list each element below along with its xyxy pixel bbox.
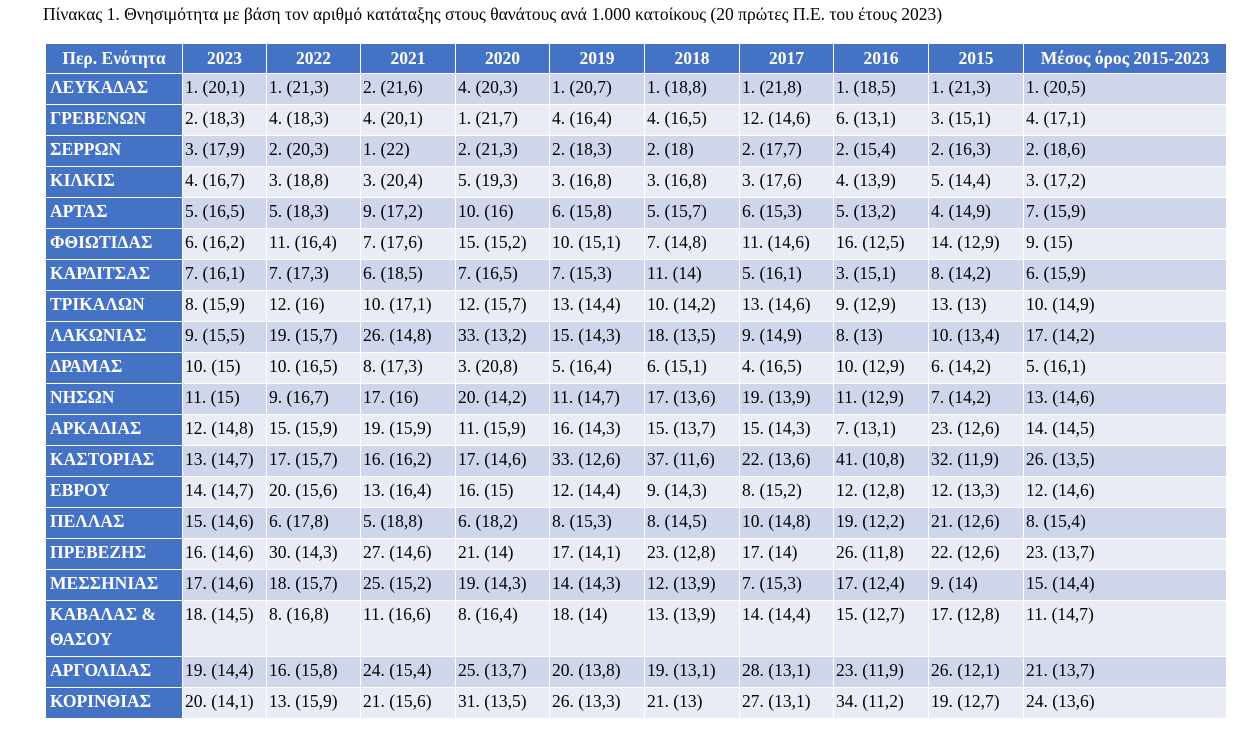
- rank-cell: 10. (14,8): [740, 508, 834, 539]
- rank-cell: 15. (15,9): [267, 415, 361, 446]
- rank-cell: 9. (14,3): [645, 477, 740, 508]
- rank-cell: 3. (16,8): [645, 167, 740, 198]
- rank-cell: 15. (15,2): [456, 229, 550, 260]
- rank-cell: 5. (14,4): [929, 167, 1024, 198]
- rank-cell: 18. (15,7): [267, 570, 361, 601]
- rank-cell: 3. (17,9): [183, 136, 267, 167]
- rank-cell: 16. (14,6): [183, 539, 267, 570]
- row-region-name: ΛΕΥΚΑΔΑΣ: [46, 74, 183, 105]
- rank-cell: 6. (13,1): [834, 105, 929, 136]
- rank-cell: 10. (13,4): [929, 322, 1024, 353]
- rank-cell: 16. (14,3): [550, 415, 645, 446]
- rank-cell: 17. (12,4): [834, 570, 929, 601]
- rank-cell: 8. (15,4): [1024, 508, 1227, 539]
- rank-cell: 7. (15,9): [1024, 198, 1227, 229]
- rank-cell: 2. (18,6): [1024, 136, 1227, 167]
- row-region-name: ΕΒΡΟΥ: [46, 477, 183, 508]
- rank-cell: 1. (21,3): [929, 74, 1024, 105]
- rank-cell: 4. (14,9): [929, 198, 1024, 229]
- rank-cell: 4. (16,4): [550, 105, 645, 136]
- rank-cell: 1. (18,8): [645, 74, 740, 105]
- rank-cell: 15. (14,4): [1024, 570, 1227, 601]
- rank-cell: 7. (14,8): [645, 229, 740, 260]
- row-region-name: ΓΡΕΒΕΝΩΝ: [46, 105, 183, 136]
- rank-cell: 21. (15,6): [361, 688, 456, 719]
- rank-cell: 10. (14,2): [645, 291, 740, 322]
- rank-cell: 1. (22): [361, 136, 456, 167]
- row-region-name: ΣΕΡΡΩΝ: [46, 136, 183, 167]
- rank-cell: 13. (14,6): [740, 291, 834, 322]
- rank-cell: 12. (13,3): [929, 477, 1024, 508]
- rank-cell: 6. (15,9): [1024, 260, 1227, 291]
- table-header-row: [46, 44, 1227, 74]
- rank-cell: 17. (14,6): [456, 446, 550, 477]
- rank-cell: 17. (12,8): [929, 601, 1024, 657]
- rank-cell: 14. (14,7): [183, 477, 267, 508]
- rank-cell: 11. (14,7): [550, 384, 645, 415]
- table-row: [46, 477, 1227, 508]
- table-row: [46, 446, 1227, 477]
- row-region-name: ΚΑΣΤΟΡΙΑΣ: [46, 446, 183, 477]
- rank-cell: 7. (15,3): [740, 570, 834, 601]
- rank-cell: 20. (13,8): [550, 657, 645, 688]
- row-region-name: ΛΑΚΩΝΙΑΣ: [46, 322, 183, 353]
- table-row: [46, 198, 1227, 229]
- rank-cell: 12. (14,6): [740, 105, 834, 136]
- rank-cell: 20. (14,2): [456, 384, 550, 415]
- rank-cell: 8. (15,3): [550, 508, 645, 539]
- rank-cell: 18. (14): [550, 601, 645, 657]
- rank-cell: 12. (15,7): [456, 291, 550, 322]
- rank-cell: 9. (15): [1024, 229, 1227, 260]
- row-region-name: ΠΕΛΛΑΣ: [46, 508, 183, 539]
- rank-cell: 21. (14): [456, 539, 550, 570]
- rank-cell: 24. (15,4): [361, 657, 456, 688]
- rank-cell: 26. (11,8): [834, 539, 929, 570]
- rank-cell: 14. (14,3): [550, 570, 645, 601]
- rank-cell: 15. (14,3): [550, 322, 645, 353]
- rank-cell: 19. (13,9): [740, 384, 834, 415]
- rank-cell: 15. (13,7): [645, 415, 740, 446]
- table-row: [46, 260, 1227, 291]
- rank-cell: 9. (15,5): [183, 322, 267, 353]
- rank-cell: 8. (15,2): [740, 477, 834, 508]
- table-row: [46, 384, 1227, 415]
- row-region-name: ΚΟΡΙΝΘΙΑΣ: [46, 688, 183, 719]
- rank-cell: 17. (13,6): [645, 384, 740, 415]
- rank-cell: 7. (16,1): [183, 260, 267, 291]
- column-header: 2016: [834, 44, 929, 74]
- rank-cell: 9. (14): [929, 570, 1024, 601]
- rank-cell: 12. (14,8): [183, 415, 267, 446]
- rank-cell: 8. (14,5): [645, 508, 740, 539]
- rank-cell: 25. (13,7): [456, 657, 550, 688]
- mortality-rank-table: [45, 43, 1227, 719]
- rank-cell: 25. (15,2): [361, 570, 456, 601]
- rank-cell: 17. (14): [740, 539, 834, 570]
- rank-cell: 17. (14,1): [550, 539, 645, 570]
- row-region-name: ΜΕΣΣΗΝΙΑΣ: [46, 570, 183, 601]
- rank-cell: 27. (13,1): [740, 688, 834, 719]
- rank-cell: 2. (18,3): [550, 136, 645, 167]
- rank-cell: 7. (13,1): [834, 415, 929, 446]
- table-row: [46, 415, 1227, 446]
- table-row: [46, 136, 1227, 167]
- rank-cell: 23. (12,6): [929, 415, 1024, 446]
- rank-cell: 10. (17,1): [361, 291, 456, 322]
- rank-cell: 5. (16,1): [740, 260, 834, 291]
- rank-cell: 2. (18): [645, 136, 740, 167]
- column-header: 2020: [456, 44, 550, 74]
- rank-cell: 5. (16,5): [183, 198, 267, 229]
- column-header: 2019: [550, 44, 645, 74]
- rank-cell: 31. (13,5): [456, 688, 550, 719]
- row-region-name: ΝΗΣΩΝ: [46, 384, 183, 415]
- rank-cell: 20. (15,6): [267, 477, 361, 508]
- rank-cell: 37. (11,6): [645, 446, 740, 477]
- row-region-name: ΑΡΓΟΛΙΔΑΣ: [46, 657, 183, 688]
- rank-cell: 3. (16,8): [550, 167, 645, 198]
- rank-cell: 23. (11,9): [834, 657, 929, 688]
- rank-cell: 1. (20,5): [1024, 74, 1227, 105]
- rank-cell: 9. (17,2): [361, 198, 456, 229]
- rank-cell: 15. (14,3): [740, 415, 834, 446]
- rank-cell: 9. (16,7): [267, 384, 361, 415]
- table-row: [46, 539, 1227, 570]
- table-row: [46, 688, 1227, 719]
- column-header: 2015: [929, 44, 1024, 74]
- column-header: 2018: [645, 44, 740, 74]
- rank-cell: 9. (12,9): [834, 291, 929, 322]
- rank-cell: 1. (21,7): [456, 105, 550, 136]
- rank-cell: 1. (21,3): [267, 74, 361, 105]
- column-header: 2021: [361, 44, 456, 74]
- rank-cell: 12. (13,9): [645, 570, 740, 601]
- rank-cell: 7. (15,3): [550, 260, 645, 291]
- row-region-name: ΚΑΡΔΙΤΣΑΣ: [46, 260, 183, 291]
- rank-cell: 16. (15,8): [267, 657, 361, 688]
- rank-cell: 28. (13,1): [740, 657, 834, 688]
- rank-cell: 15. (12,7): [834, 601, 929, 657]
- rank-cell: 12. (12,8): [834, 477, 929, 508]
- table-row: [46, 105, 1227, 136]
- rank-cell: 7. (17,6): [361, 229, 456, 260]
- rank-cell: 2. (21,6): [361, 74, 456, 105]
- table-caption: Πίνακας 1. Θνησιμότητα με βάση τον αριθμό κατάταξης στους θανάτους ανά 1.000 κατοίκους (20 πρώτες Π.Ε. του έτους 2023): [43, 4, 943, 24]
- rank-cell: 4. (18,3): [267, 105, 361, 136]
- rank-cell: 11. (15,9): [456, 415, 550, 446]
- table-row: [46, 167, 1227, 198]
- rank-cell: 5. (15,7): [645, 198, 740, 229]
- rank-cell: 3. (20,8): [456, 353, 550, 384]
- rank-cell: 2. (17,7): [740, 136, 834, 167]
- rank-cell: 19. (12,7): [929, 688, 1024, 719]
- rank-cell: 12. (16): [267, 291, 361, 322]
- rank-cell: 30. (14,3): [267, 539, 361, 570]
- rank-cell: 22. (13,6): [740, 446, 834, 477]
- rank-cell: 11. (14): [645, 260, 740, 291]
- rank-cell: 14. (12,9): [929, 229, 1024, 260]
- rank-cell: 19. (14,3): [456, 570, 550, 601]
- rank-cell: 13. (13): [929, 291, 1024, 322]
- rank-cell: 4. (13,9): [834, 167, 929, 198]
- rank-cell: 10. (15): [183, 353, 267, 384]
- table-row: [46, 601, 1227, 657]
- rank-cell: 7. (16,5): [456, 260, 550, 291]
- rank-cell: 26. (14,8): [361, 322, 456, 353]
- row-region-name: ΠΡΕΒΕΖΗΣ: [46, 539, 183, 570]
- row-region-name: ΑΡΤΑΣ: [46, 198, 183, 229]
- rank-cell: 4. (20,1): [361, 105, 456, 136]
- rank-cell: 4. (17,1): [1024, 105, 1227, 136]
- rank-cell: 26. (13,5): [1024, 446, 1227, 477]
- rank-cell: 16. (15): [456, 477, 550, 508]
- rank-cell: 5. (13,2): [834, 198, 929, 229]
- table-row: [46, 74, 1227, 105]
- row-region-name: ΚΑΒΑΛΑΣ & ΘΑΣΟΥ: [46, 601, 183, 657]
- rank-cell: 22. (12,6): [929, 539, 1024, 570]
- rank-cell: 21. (13,7): [1024, 657, 1227, 688]
- rank-cell: 4. (20,3): [456, 74, 550, 105]
- column-header-region: Περ. Ενότητα: [46, 44, 183, 74]
- rank-cell: 11. (14,6): [740, 229, 834, 260]
- rank-cell: 10. (12,9): [834, 353, 929, 384]
- rank-cell: 19. (14,4): [183, 657, 267, 688]
- table-body: [46, 74, 1227, 719]
- rank-cell: 15. (14,6): [183, 508, 267, 539]
- table-row: [46, 508, 1227, 539]
- rank-cell: 8. (15,9): [183, 291, 267, 322]
- rank-cell: 11. (16,4): [267, 229, 361, 260]
- column-header: Μέσος όρος 2015-2023: [1024, 44, 1227, 74]
- rank-cell: 19. (15,9): [361, 415, 456, 446]
- rank-cell: 11. (16,6): [361, 601, 456, 657]
- rank-cell: 10. (14,9): [1024, 291, 1227, 322]
- rank-cell: 23. (13,7): [1024, 539, 1227, 570]
- rank-cell: 13. (15,9): [267, 688, 361, 719]
- row-region-name: ΔΡΑΜΑΣ: [46, 353, 183, 384]
- rank-cell: 3. (15,1): [834, 260, 929, 291]
- rank-cell: 8. (14,2): [929, 260, 1024, 291]
- rank-cell: 13. (13,9): [645, 601, 740, 657]
- rank-cell: 6. (15,1): [645, 353, 740, 384]
- rank-cell: 3. (20,4): [361, 167, 456, 198]
- rank-cell: 10. (16,5): [267, 353, 361, 384]
- rank-cell: 7. (17,3): [267, 260, 361, 291]
- rank-cell: 8. (16,4): [456, 601, 550, 657]
- rank-cell: 13. (14,6): [1024, 384, 1227, 415]
- rank-cell: 3. (15,1): [929, 105, 1024, 136]
- rank-cell: 16. (16,2): [361, 446, 456, 477]
- rank-cell: 6. (18,5): [361, 260, 456, 291]
- rank-cell: 21. (13): [645, 688, 740, 719]
- column-header: 2023: [183, 44, 267, 74]
- rank-cell: 2. (15,4): [834, 136, 929, 167]
- rank-cell: 8. (17,3): [361, 353, 456, 384]
- rank-cell: 4. (16,5): [740, 353, 834, 384]
- rank-cell: 2. (21,3): [456, 136, 550, 167]
- rank-cell: 33. (13,2): [456, 322, 550, 353]
- rank-cell: 26. (12,1): [929, 657, 1024, 688]
- rank-cell: 2. (16,3): [929, 136, 1024, 167]
- rank-cell: 1. (21,8): [740, 74, 834, 105]
- rank-cell: 34. (11,2): [834, 688, 929, 719]
- rank-cell: 1. (20,7): [550, 74, 645, 105]
- rank-cell: 14. (14,5): [1024, 415, 1227, 446]
- rank-cell: 8. (16,8): [267, 601, 361, 657]
- rank-cell: 11. (15): [183, 384, 267, 415]
- rank-cell: 14. (14,4): [740, 601, 834, 657]
- table-row: [46, 322, 1227, 353]
- rank-cell: 12. (14,6): [1024, 477, 1227, 508]
- rank-cell: 13. (16,4): [361, 477, 456, 508]
- rank-cell: 17. (16): [361, 384, 456, 415]
- rank-cell: 16. (12,5): [834, 229, 929, 260]
- rank-cell: 9. (14,9): [740, 322, 834, 353]
- rank-cell: 6. (17,8): [267, 508, 361, 539]
- rank-cell: 5. (18,3): [267, 198, 361, 229]
- column-header: 2022: [267, 44, 361, 74]
- rank-cell: 7. (14,2): [929, 384, 1024, 415]
- rank-cell: 11. (14,7): [1024, 601, 1227, 657]
- rank-cell: 6. (15,3): [740, 198, 834, 229]
- rank-cell: 17. (14,6): [183, 570, 267, 601]
- table-row: [46, 657, 1227, 688]
- rank-cell: 12. (14,4): [550, 477, 645, 508]
- table-row: [46, 291, 1227, 322]
- rank-cell: 2. (20,3): [267, 136, 361, 167]
- row-region-name: ΤΡΙΚΑΛΩΝ: [46, 291, 183, 322]
- rank-cell: 17. (15,7): [267, 446, 361, 477]
- rank-cell: 3. (18,8): [267, 167, 361, 198]
- rank-cell: 5. (16,1): [1024, 353, 1227, 384]
- rank-cell: 27. (14,6): [361, 539, 456, 570]
- rank-cell: 13. (14,7): [183, 446, 267, 477]
- rank-cell: 6. (15,8): [550, 198, 645, 229]
- rank-cell: 5. (16,4): [550, 353, 645, 384]
- rank-cell: 5. (18,8): [361, 508, 456, 539]
- rank-cell: 24. (13,6): [1024, 688, 1227, 719]
- rank-cell: 4. (16,5): [645, 105, 740, 136]
- rank-cell: 26. (13,3): [550, 688, 645, 719]
- rank-cell: 2. (18,3): [183, 105, 267, 136]
- rank-cell: 21. (12,6): [929, 508, 1024, 539]
- rank-cell: 1. (20,1): [183, 74, 267, 105]
- rank-cell: 18. (14,5): [183, 601, 267, 657]
- rank-cell: 32. (11,9): [929, 446, 1024, 477]
- column-header: 2017: [740, 44, 834, 74]
- rank-cell: 18. (13,5): [645, 322, 740, 353]
- rank-cell: 6. (16,2): [183, 229, 267, 260]
- row-region-name: ΦΘΙΩΤΙΔΑΣ: [46, 229, 183, 260]
- rank-cell: 20. (14,1): [183, 688, 267, 719]
- rank-cell: 8. (13): [834, 322, 929, 353]
- row-region-name: ΚΙΛΚΙΣ: [46, 167, 183, 198]
- rank-cell: 19. (15,7): [267, 322, 361, 353]
- row-region-name: ΑΡΚΑΔΙΑΣ: [46, 415, 183, 446]
- table-row: [46, 353, 1227, 384]
- rank-cell: 33. (12,6): [550, 446, 645, 477]
- table-row: [46, 229, 1227, 260]
- table-row: [46, 570, 1227, 601]
- rank-cell: 19. (12,2): [834, 508, 929, 539]
- rank-cell: 13. (14,4): [550, 291, 645, 322]
- rank-cell: 10. (15,1): [550, 229, 645, 260]
- rank-cell: 23. (12,8): [645, 539, 740, 570]
- rank-cell: 1. (18,5): [834, 74, 929, 105]
- rank-cell: 11. (12,9): [834, 384, 929, 415]
- rank-cell: 6. (18,2): [456, 508, 550, 539]
- rank-cell: 17. (14,2): [1024, 322, 1227, 353]
- rank-cell: 4. (16,7): [183, 167, 267, 198]
- rank-cell: 10. (16): [456, 198, 550, 229]
- rank-cell: 5. (19,3): [456, 167, 550, 198]
- rank-cell: 19. (13,1): [645, 657, 740, 688]
- rank-cell: 41. (10,8): [834, 446, 929, 477]
- rank-cell: 3. (17,2): [1024, 167, 1227, 198]
- rank-cell: 3. (17,6): [740, 167, 834, 198]
- rank-cell: 6. (14,2): [929, 353, 1024, 384]
